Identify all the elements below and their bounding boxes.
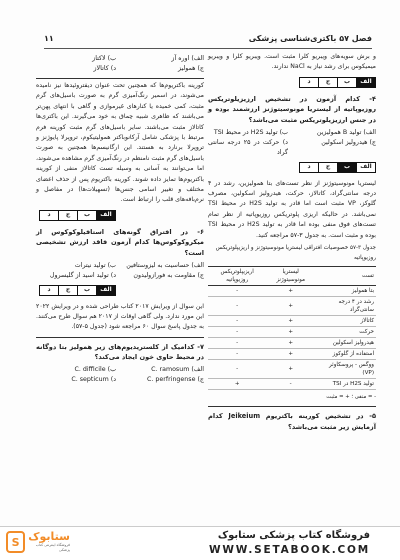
table-cell: استفاده از گلوکوز <box>315 348 376 359</box>
answer-box: ب <box>337 77 357 88</box>
table-row <box>208 315 376 326</box>
table-cell: - <box>208 326 266 337</box>
answer-box-correct: الف <box>356 77 376 88</box>
answer-box-correct: ب <box>337 162 357 173</box>
option-b: ب) تولید H2S در محیط TSI <box>213 128 288 136</box>
option-a: الف) حساسیت به لیزوستافین <box>126 261 204 269</box>
question-divider <box>36 78 204 79</box>
option-c: ج) همولیز <box>177 65 204 72</box>
logo-subtitle: فروشگاه اینترنتی کتاب پزشکی <box>35 543 70 552</box>
table-cell: + <box>266 326 315 337</box>
logo-name: ستابوک <box>28 530 70 543</box>
option-a: الف) C. ramosum <box>151 366 204 374</box>
table-cell: ووگس - پروسکاوئر (VP) <box>315 359 376 378</box>
option-b: ب) C. difficile <box>74 366 116 374</box>
question-4-title: ۴- کدام آزمون در تشخیص ارزیزیلوتریکس روزیوپاتیه از لیستریا مونوسیتوژنز ارزشمند بوده و در جنس ارزیزیلوتریکس مثبت می‌باشد؟ <box>208 94 376 124</box>
header-divider <box>44 48 372 49</box>
answer-box-correct: الف <box>96 285 116 296</box>
chapter-title: فصل ۵۷ باکتری‌شناسی پزشکی <box>248 33 372 43</box>
table-row <box>208 337 376 348</box>
table-header-row <box>208 266 376 285</box>
table-header: لیستریا مونوسیتوژنز <box>266 266 315 285</box>
answer-box: د <box>299 77 319 88</box>
answer-boxes <box>36 210 204 221</box>
question-4-answer-boxes <box>208 162 376 173</box>
page-header <box>44 30 372 46</box>
answer-box: ب <box>77 210 97 221</box>
differential-table <box>208 243 376 390</box>
answer-boxes <box>208 77 376 88</box>
answer-box: ج <box>58 285 78 296</box>
table-cell: تولید H2S در TSI <box>315 378 376 389</box>
option-d: د) حرکت در ۲۵ درجه سانتی گراد <box>208 138 288 156</box>
table-cell: + <box>266 285 315 296</box>
question-4-explanation: لیستریا مونوسیتوژنز از نظر تست‌های بتا همولیزین، رشد در ۴ درجه سانتی‌گراد، کاتالاز، حرکت، هیدرولیز اسکولین، مصرف گلوکز، VP مثبت است اما قادر به تولید H2S در محیط TSI نمی‌باشد. در حالیکه اریزی پلوتریکس روزیوپاتیه از نظر تمام تست‌های فوق منفی بوده اما قادر به تولید H2S در محیط TSI بوده و مثبت است. به جدول ۳-۵۷ مراجعه کنید. <box>208 179 376 239</box>
page-number: ۱۱ <box>44 33 54 43</box>
question-7-options <box>36 365 204 385</box>
table-cell: - <box>266 378 315 389</box>
option-b: ب) لاکتاز <box>92 55 116 62</box>
answer-box: ج <box>318 77 338 88</box>
table-cell: بتا همولیز <box>315 285 376 296</box>
table-cell: - <box>208 337 266 348</box>
intro-paragraph: و برش سویه‌های ویبریو کلرا مثبت است. ویبریو کلرا و ویبریو میمیکوس برای رشد نیاز به NaCl ندارند. <box>208 53 376 71</box>
option-d: د) کاتالاز <box>93 65 116 72</box>
question-divider <box>36 337 204 338</box>
table-row <box>208 348 376 359</box>
shop-title: فروشگاه کتاب پزشکی ستابوک <box>217 530 370 541</box>
table-cell: + <box>266 337 315 348</box>
table-cell: + <box>266 315 315 326</box>
table-note: - = منفی ؛ + = مثبت <box>326 393 376 400</box>
answer-box: د <box>39 210 59 221</box>
option-a: الف) تولید B همولیزین <box>316 128 376 136</box>
left-column <box>36 52 204 387</box>
table-cell: - <box>208 296 266 315</box>
table-cell: - <box>208 315 266 326</box>
table-cell: + <box>266 296 315 315</box>
table-cell: + <box>266 348 315 359</box>
shop-url-link[interactable]: WWW.SETABOOK.COM <box>209 544 370 556</box>
table-cell: - <box>208 348 266 359</box>
answer-box-correct: الف <box>96 210 116 221</box>
table-cell: + <box>266 359 315 378</box>
book-icon: S <box>6 531 25 553</box>
option-d: د) C. septicum <box>71 376 116 384</box>
setabook-logo[interactable] <box>6 528 70 556</box>
question-6-options <box>36 261 204 281</box>
option-b: ب) تولید نیترات <box>74 261 116 269</box>
answer-box: الف <box>356 162 376 173</box>
answer-box: د <box>39 285 59 296</box>
table-row <box>208 285 376 296</box>
question-divider <box>208 406 376 407</box>
table-cell: کاتالاز <box>315 315 376 326</box>
table-header: تست <box>315 266 376 285</box>
option-d: د) تولید اسید از گلیسرول <box>49 271 116 279</box>
top-options <box>36 54 204 74</box>
table-header: اریزیپلوتریکس روزیوپاتیه <box>208 266 266 285</box>
right-column <box>208 52 376 432</box>
option-c: ج) هیدرولیز اسکولین <box>321 138 376 146</box>
table-cell: - <box>208 359 266 378</box>
table-cell: هیدرولیز اسکولین <box>315 337 376 348</box>
answer-box: ب <box>77 285 97 296</box>
table-row <box>208 296 376 315</box>
table-caption: جدول ۳-۵۷ خصوصیات افتراقی لیستریا مونوسیتوژنز و اریزیپلوتریکس روزیوپاتیه <box>215 245 376 262</box>
option-a: الف) اوره آز <box>171 55 204 62</box>
table-cell: + <box>208 378 266 389</box>
table-cell: - <box>208 285 266 296</box>
question-6-title: ۶- در افتراق گونه‌های استافیلوکوکوس از میکروکوکوس‌ها کدام آزمون فاقد ارزش تشخیصی است؟ <box>36 227 204 258</box>
question-6-answer-boxes <box>36 285 204 296</box>
table-row <box>208 326 376 337</box>
question-7-title: ۷- کدامیک از کلستریدیوم‌های زیر همولیز بتا دوگانه در محیط حاوی خون ایجاد می‌کند؟ <box>36 342 204 362</box>
logo-text <box>28 531 70 553</box>
table-row <box>208 378 376 389</box>
question-4-options <box>208 128 376 158</box>
question-5-title: ۵- در تشخیص کورینه باکتریوم Jeikeium کدام آزمایش زیر مثبت می‌باشد؟ <box>208 412 376 431</box>
option-c: ج) مقاومت به فورازولیدون <box>133 271 204 279</box>
table-cell: رشد در ۴ درجه سانتی‌گراد <box>315 296 376 315</box>
answer-box: ج <box>58 210 78 221</box>
table-row <box>208 359 376 378</box>
table-cell: حرکت <box>315 326 376 337</box>
question-6-explanation: این سوال از ویرایش ۲۰۱۷ کتاب طراحی شده و در ویرایش ۲۰۲۲ این مورد ندارد. ولی گاهی اوقات از ۲۰۱۷ هم سوال طرح می‌کنند. به جدول پاسخ سوال ۶۰ مراجعه شود (جدول ۵-۵۷). <box>36 302 204 331</box>
answer-box: ج <box>318 162 338 173</box>
answer-box: د <box>299 162 319 173</box>
explanation-paragraph: کورینه باکتریوم‌ها که همچنین تحت عنوان دیفتروئیدها نیز نامیده می‌شوند، در اسمیر رنگ‌آمیزی گرم به صورت باسیل‌های گرم مثبت، کمی خمیده یا کنارهای غیرموازی و گاهی با انتهای پهن‌تر می‌باشند که ظاهری شبیه چماق به خود می‌گیرند. این باکتری‌ها کاتالاز مثبت می‌باشند. سایر باسیل‌های گرم مثبت کورینه فرم مرتبط با پزشکی شامل آرکانوباکتر همولیتیکوم، تروپرلا پایوژنز و تروپرلا برنارد به هستند. این ارگانیسم‌ها همچنین به صورت باسیل‌های گرم مثبت نامنظم در رنگ‌آمیزی گرم مشاهده می‌شوند، اما می‌توانند به آسانی به وسیله تست کاتالاز منفی از کورینه باکتریوم‌ها تمایز داده شوند. کورینه باکتریوم پس از حذف اعضای مختلف و تغییر اسامی جنس‌ها (تسهیلات‌ها) در مفاصل و نرم‌بافه‌های قلب را ارتباط است. <box>36 82 204 204</box>
option-c: ج) C. perfringense <box>147 376 204 384</box>
